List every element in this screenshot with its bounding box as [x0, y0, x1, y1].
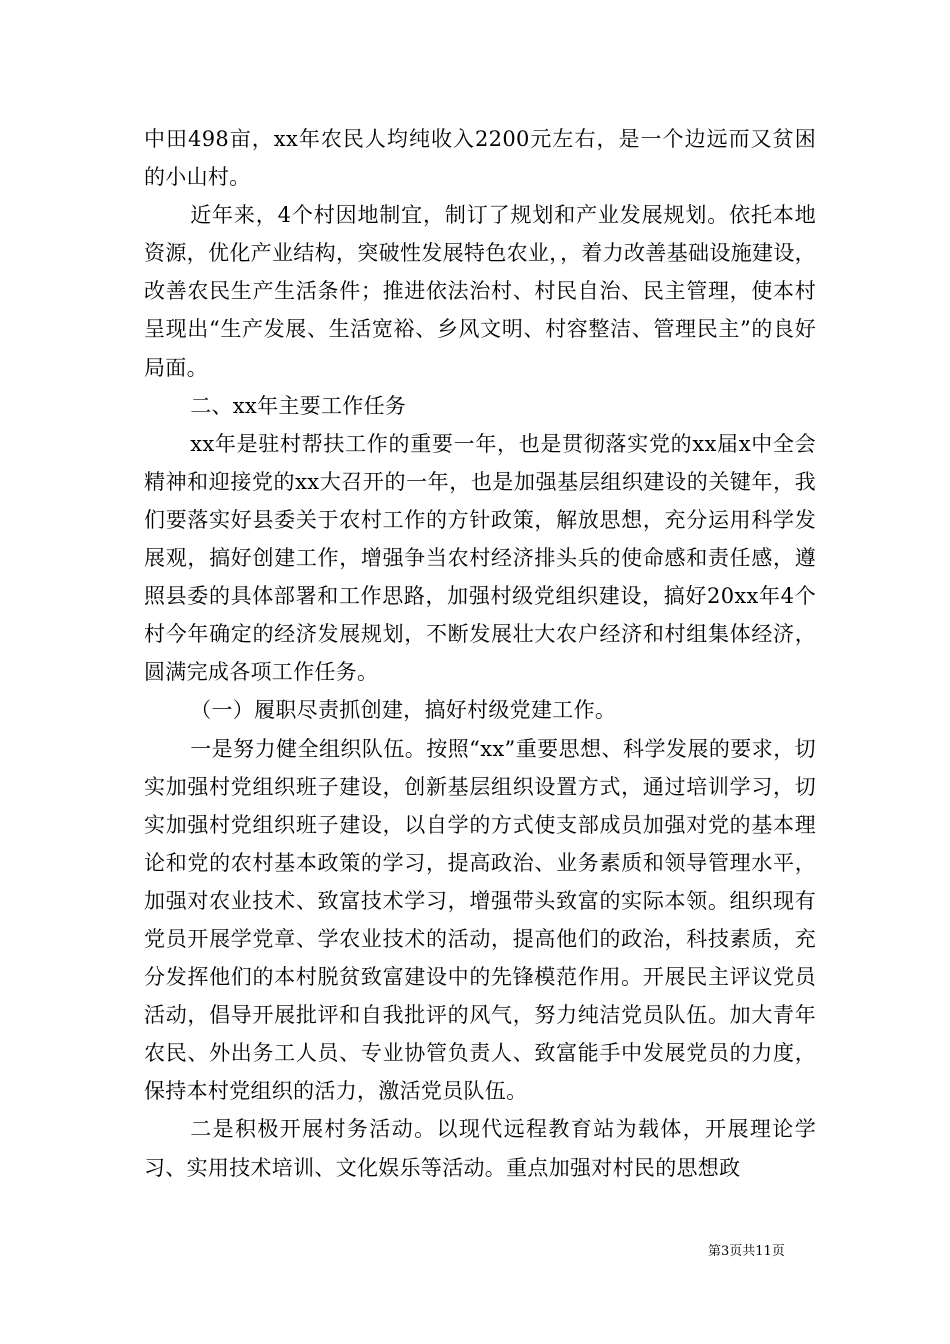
paragraph-organization: 一是努力健全组织队伍。按照“xx”重要思想、科学发展的要求，切实加强村党组织班子建设，创新基层组织设置方式，通过培训学习，切实加强村党组织班子建设，以自学的方式使支部成员加强对党的基本理论和党的农村基本政策的学习，提高政治、业务素质和领导管理水平，加强对农业技术、致富技术学习，增强带头致富的实际本领。组织现有党员开展学党章、学农业技术的活动，提高他们的政治，科技素质，充分发挥他们的本村脱贫致富建设中的先锋模范作用。开展民主评议党员活动，倡导开展批评和自我批评的风气，努力纯洁党员队伍。加大青年农民、外出务工人员、专业协管负责人、致富能手中发展党员的力度，保持本村党组织的活力，激活党员队伍。 — [144, 736, 816, 1104]
subsection-heading-party-building: （一）履职尽责抓创建，搞好村级党建工作。 — [190, 698, 617, 723]
paragraph-village-affairs: 二是积极开展村务活动。以现代远程教育站为载体，开展理论学习、实用技术培训、文化娱乐等活动。重点加强对村民的思想政 — [144, 1117, 816, 1180]
paragraph-income: 中田498亩，xx年农民人均纯收入2200元左右，是一个边远而又贫困的小山村。 — [144, 127, 816, 190]
document-body — [144, 120, 816, 1187]
paragraph-key-year: xx年是驻村帮扶工作的重要一年，也是贯彻落实党的xx届x中全会精神和迎接党的xx大召开的一年，也是加强基层组织建设的关键年，我们要落实好县委关于农村工作的方针政策，解放思想，充分运用科学发展观，搞好创建工作，增强争当农村经济排头兵的使命感和责任感，遵照县委的具体部署和工作思路，加强村级党组织建设，搞好20xx年4个村今年确定的经济发展规划，不断发展壮大农户经济和村组集体经济，圆满完成各项工作任务。 — [144, 431, 816, 685]
paragraph-recent-years: 近年来，4个村因地制宜，制订了规划和产业发展规划。依托本地资源，优化产业结构，突破性发展特色农业，，着力改善基础设施建设，改善农民生产生活条件；推进依法治村、村民自治、民主管理，使本村呈现出“生产发展、生活宽裕、乡风文明、村容整洁、管理民主”的良好局面。 — [144, 203, 816, 380]
section-heading-main-tasks: 二、xx年主要工作任务 — [190, 393, 407, 418]
page-number-footer: 第3页共11页 — [708, 1244, 785, 1259]
